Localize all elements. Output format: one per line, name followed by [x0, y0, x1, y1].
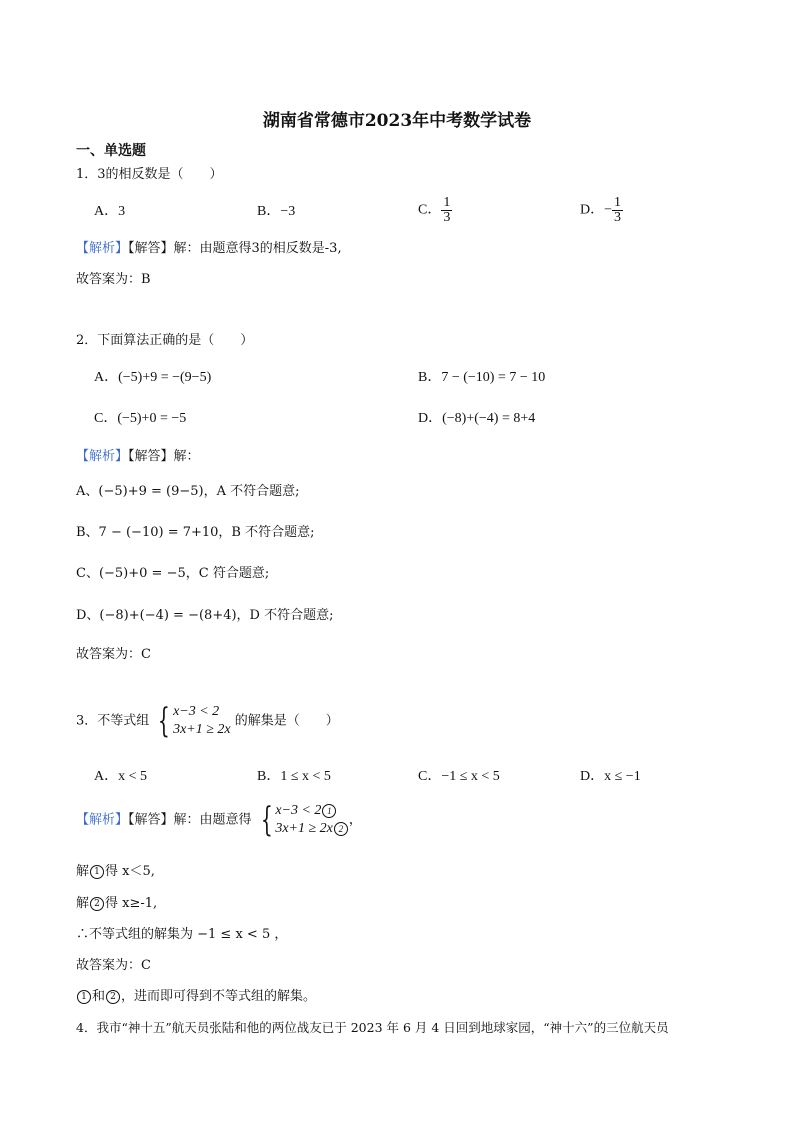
- brace-glyph: {: [158, 701, 171, 741]
- q3-option-a: A．x < 5: [94, 769, 148, 784]
- q2-option-c: C．(−5)+0 = −5: [94, 411, 187, 426]
- q2-answer: 故答案为：C: [76, 647, 151, 662]
- q3-solution-set: ∴不等式组的解集为 −1 ≤ x < 5 ，: [76, 927, 288, 942]
- circled-number-1: 1: [322, 804, 336, 818]
- q2-option-a: A．(−5)+9 = −(9−5): [94, 370, 212, 385]
- q2-analysis-a: A、(−5)+9 = (9−5)，A 不符合题意;: [76, 484, 300, 499]
- q1-option-d-label: D．−: [580, 202, 613, 218]
- q3-stem: 3．不等式组 { x−3 < 2 3x+1 ≥ 2x 的解集是（ ）: [76, 701, 339, 741]
- circled-number-1: 1: [90, 865, 104, 879]
- q2-option-d: D．(−8)+(−4) = 8+4: [418, 411, 536, 426]
- circled-number-2: 2: [106, 990, 120, 1004]
- q2-stem: 2．下面算法正确的是（ ）: [76, 333, 254, 348]
- circled-number-2: 2: [90, 897, 104, 911]
- q3-analysis: 【解析】【解答】解：由题意得 { x−3 < 2 1 3x+1 ≥ 2x 2 ，: [76, 800, 362, 840]
- circled-number-1: 1: [77, 990, 91, 1004]
- q2-option-b: B．7 − (−10) = 7 − 10: [418, 370, 546, 385]
- q1-option-b: B．−3: [257, 204, 296, 219]
- q2-analysis-b: B、7 − (−10) = 7+10，B 不符合题意;: [76, 525, 315, 540]
- q3-answer: 故答案为：C: [76, 958, 151, 973]
- q4-stem: 4．我市“神十五”航天员张陆和他的两位战友已于 2023 年 6 月 4 日回到地球家园，“神十六”的三位航天员: [76, 1020, 669, 1035]
- q1-analysis: 【解析】【解答】解：由题意得3的相反数是-3,: [76, 241, 342, 256]
- section-heading: 一、单选题: [76, 143, 146, 159]
- analysis-tag: 【解析】: [76, 449, 129, 464]
- analysis-tag: 【解析】: [76, 812, 129, 828]
- analysis-tag: 【解析】: [76, 241, 129, 256]
- q1-option-d: [580, 196, 623, 225]
- q3-step-1: 解 1 得 x＜5,: [76, 864, 155, 879]
- q3-option-b: B．1 ≤ x < 5: [257, 769, 331, 784]
- q1-option-c-label: C．: [418, 202, 442, 218]
- q1-stem: 1．3的相反数是（ ）: [76, 167, 223, 182]
- q2-analysis: 【解析】【解答】解：: [76, 449, 200, 464]
- page-title: 湖南省常德市2023年中考数学试卷: [262, 111, 532, 131]
- q1-option-d-fraction: $\frac{1}{3}$: [614, 195, 622, 225]
- q1-option-c: [418, 196, 452, 225]
- q2-analysis-c: C、(−5)+0 = −5，C 符合题意;: [76, 566, 270, 581]
- q1-answer: 故答案为：B: [76, 272, 151, 287]
- q3-inequality-system: { x−3 < 2 3x+1 ≥ 2x: [158, 701, 231, 741]
- q3-step-2: 解 2 得 x≥-1,: [76, 896, 158, 911]
- brace-glyph: {: [260, 800, 273, 840]
- q3-option-d: D．x ≤ −1: [580, 769, 641, 784]
- q1-option-a: A．3: [94, 204, 126, 219]
- q1-option-c-fraction: $\frac{1}{3}$: [443, 195, 451, 225]
- q3-option-c: C．−1 ≤ x < 5: [418, 769, 500, 784]
- q3-analysis-system: { x−3 < 2 1 3x+1 ≥ 2x 2: [256, 802, 349, 838]
- circled-number-2: 2: [334, 822, 348, 836]
- q3-note: 1 和 2 ，进而即可得到不等式组的解集。: [76, 987, 316, 1007]
- q2-analysis-d: D、(−8)+(−4) = −(8+4)，D 不符合题意;: [76, 608, 334, 623]
